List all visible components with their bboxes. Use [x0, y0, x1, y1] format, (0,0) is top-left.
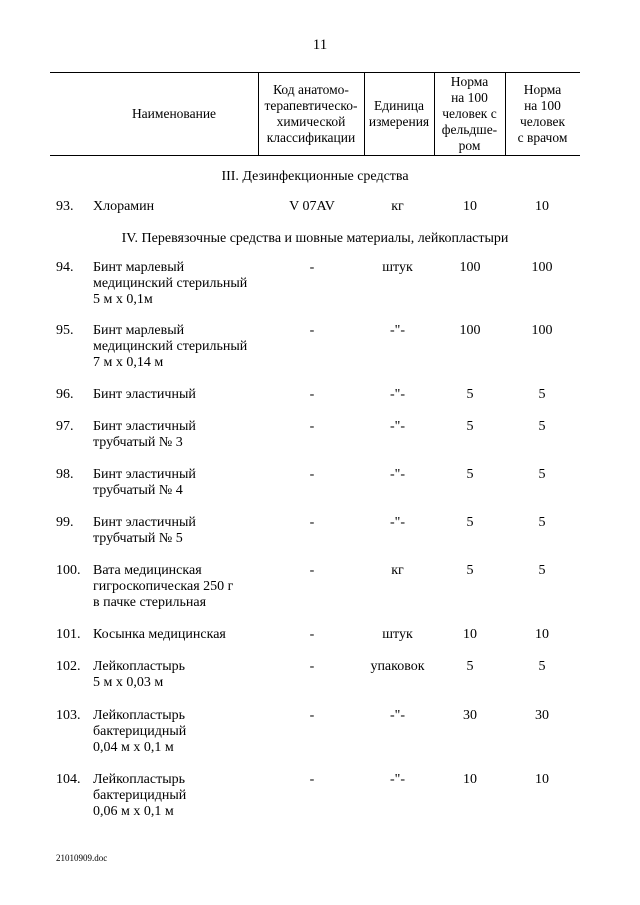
row-code: - — [309, 627, 315, 642]
row-number: 94. — [56, 260, 74, 275]
row-norm-doctor: 30 — [535, 708, 549, 723]
row-norm-doctor: 10 — [535, 627, 549, 642]
row-number: 95. — [56, 323, 74, 338]
section-title: III. Дезинфекционные средства — [221, 169, 409, 184]
row-name: Бинт марлевый медицинский стерильный 5 м х 0,1м — [93, 260, 248, 307]
row-code: - — [309, 467, 315, 482]
row-norm-doctor: 5 — [538, 467, 546, 482]
row-norm-feldsher: 10 — [463, 772, 477, 787]
row-name: Лейкопластырь бактерицидный 0,04 м х 0,1 м — [93, 708, 187, 755]
row-code: - — [309, 563, 315, 578]
row-name: Лейкопластырь бактерицидный 0,06 м х 0,1 м — [93, 772, 187, 819]
row-number: 104. — [56, 772, 81, 787]
row-norm-feldsher: 100 — [459, 323, 481, 338]
row-name: Лейкопластырь 5 м х 0,03 м — [93, 659, 186, 690]
row-unit: -"- — [389, 419, 406, 434]
row-code: - — [309, 708, 315, 723]
row-number: 97. — [56, 419, 74, 434]
row-unit: кг — [391, 199, 404, 214]
row-norm-doctor: 5 — [538, 659, 546, 674]
row-number: 96. — [56, 387, 74, 402]
header-name: Наименование — [131, 105, 217, 121]
header-code: Код анатомо- терапевтическо- химической классификации — [264, 81, 358, 145]
row-number: 103. — [56, 708, 81, 723]
row-unit: -"- — [389, 515, 406, 530]
row-code: - — [309, 659, 315, 674]
row-norm-feldsher: 10 — [463, 199, 477, 214]
row-code: - — [309, 260, 315, 275]
row-code: - — [309, 387, 315, 402]
row-norm-feldsher: 5 — [466, 387, 474, 402]
row-norm-doctor: 100 — [531, 323, 553, 338]
row-norm-feldsher: 30 — [463, 708, 477, 723]
row-norm-doctor: 5 — [538, 563, 546, 578]
row-number: 93. — [56, 199, 74, 214]
row-name: Бинт эластичный трубчатый № 4 — [93, 467, 196, 498]
row-name: Бинт эластичный — [93, 387, 196, 402]
row-name: Косынка медицинская — [93, 627, 226, 642]
header-unit: Единица измерения — [368, 97, 430, 129]
row-unit: кг — [391, 563, 404, 578]
row-norm-doctor: 5 — [538, 387, 546, 402]
row-code: - — [309, 515, 315, 530]
row-name: Бинт эластичный трубчатый № 3 — [93, 419, 196, 450]
row-unit: штук — [382, 627, 413, 642]
row-name: Бинт эластичный трубчатый № 5 — [93, 515, 196, 546]
row-unit: -"- — [389, 323, 406, 338]
row-unit: упаковок — [370, 659, 425, 674]
row-norm-doctor: 10 — [535, 772, 549, 787]
row-unit: -"- — [389, 708, 406, 723]
section-title: IV. Перевязочные средства и шовные материалы, лейкопластыри — [121, 231, 509, 246]
row-norm-feldsher: 5 — [466, 515, 474, 530]
row-unit: -"- — [389, 772, 406, 787]
row-norm-feldsher: 5 — [466, 419, 474, 434]
row-norm-doctor: 5 — [538, 515, 546, 530]
row-norm-doctor: 100 — [531, 260, 553, 275]
row-code: - — [309, 772, 315, 787]
row-code: - — [309, 323, 315, 338]
table-header-rule — [50, 155, 580, 156]
row-name: Бинт марлевый медицинский стерильный 7 м х 0,14 м — [93, 323, 248, 370]
row-number: 101. — [56, 627, 81, 642]
header-norm-feldsher: Норма на 100 человек с фельдше- ром — [441, 73, 498, 153]
row-code: V 07AV — [289, 199, 335, 214]
row-norm-feldsher: 10 — [463, 627, 477, 642]
row-norm-feldsher: 100 — [459, 260, 481, 275]
row-name: Хлорамин — [93, 199, 155, 214]
document-filename: 21010909.doc — [56, 853, 108, 863]
row-number: 99. — [56, 515, 74, 530]
row-number: 102. — [56, 659, 81, 674]
row-unit: -"- — [389, 387, 406, 402]
row-norm-feldsher: 5 — [466, 563, 474, 578]
row-number: 100. — [56, 563, 81, 578]
row-norm-feldsher: 5 — [466, 467, 474, 482]
row-unit: штук — [382, 260, 413, 275]
row-number: 98. — [56, 467, 74, 482]
row-name: Вата медицинская гигроскопическая 250 г в пачке стерильная — [93, 563, 234, 610]
header-norm-doctor: Норма на 100 человек с врачом — [517, 81, 568, 145]
row-code: - — [309, 419, 315, 434]
row-unit: -"- — [389, 467, 406, 482]
page-number: 11 — [312, 37, 328, 53]
row-norm-feldsher: 5 — [466, 659, 474, 674]
row-norm-doctor: 10 — [535, 199, 549, 214]
row-norm-doctor: 5 — [538, 419, 546, 434]
